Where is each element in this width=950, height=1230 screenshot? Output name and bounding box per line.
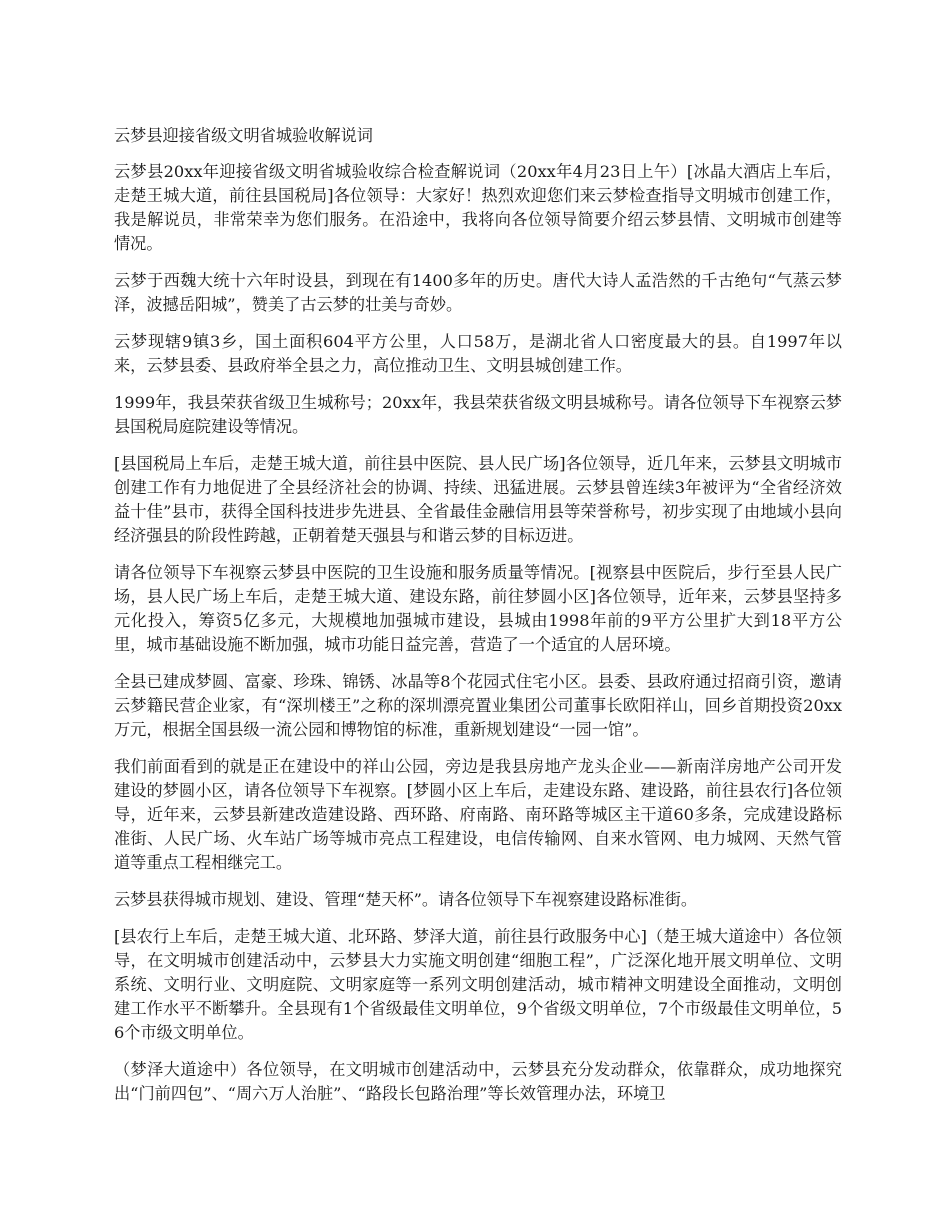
paragraph-8: 我们前面看到的就是正在建设中的祥山公园，旁边是我县房地产龙头企业——新南洋房地产公司开发建设的梦圆小区，请各位领导下车视察。[梦圆小区上车后，走建设东路、建设路，前往县农行]各位领导，近年来，云梦县新建改造建设路、西环路、府南路、南环路等城区主干道60多条，完成建设路标准街、人民广场、火车站广场等城市亮点工程建设，电信传输网、自来水管网、电力城网、天然气管道等重点工程相继完工。 <box>114 757 842 872</box>
document-title: 云梦县迎接省级文明省城验收解说词 <box>114 126 373 145</box>
paragraph-11: （梦泽大道途中）各位领导，在文明城市创建活动中，云梦县充分发动群众，依靠群众，成功地探究出“门前四包”、“周六万人治脏”、“路段长包路治理”等长效管理办法，环境卫 <box>114 1060 842 1103</box>
paragraph-10: [县农行上车后，走楚王城大道、北环路、梦泽大道，前往县行政服务中心]（楚王城大道途中）各位领导，在文明城市创建活动中，云梦县大力实施文明创建“细胞工程”，广泛深化地开展文明单位、文明系统、文明行业、文明庭院、文明家庭等一系列文明创建活动，城市精神文明建设全面推动，文明创建工作水平不断攀升。全县现有1个省级最佳文明单位，9个省级文明单位，7个市级最佳文明单位，56个市级文明单位。 <box>114 927 842 1042</box>
paragraph-2: 云梦于西魏大统十六年时设县，到现在有1400多年的历史。唐代大诗人孟浩然的千古绝句“气蒸云梦泽，波撼岳阳城”，赞美了古云梦的壮美与奇妙。 <box>114 271 842 314</box>
paragraph-7: 全县已建成梦圆、富豪、珍珠、锦锈、冰晶等8个花园式住宅小区。县委、县政府通过招商引资，邀请云梦籍民营企业家，有“深圳楼王”之称的深圳漂亮置业集团公司董事长欧阳祥山，回乡首期投资20xx万元，根据全国县级一流公园和博物馆的标准，重新规划建设“一园一馆”。 <box>114 672 842 739</box>
paragraph-5: [县国税局上车后，走楚王城大道，前往县中医院、县人民广场]各位领导，近几年来，云梦县文明城市创建工作有力地促进了全县经济社会的协调、持续、迅猛进展。云梦县曾连续3年被评为“全省经济效益十佳”县市，获得全国科技进步先进县、全省最佳金融信用县等荣誉称号，初步实现了由地域小县向经济强县的阶段性跨越，正朝着楚天强县与和谐云梦的目标迈进。 <box>114 454 842 545</box>
paragraph-4: 1999年，我县荣获省级卫生城称号；20xx年，我县荣获省级文明县城称号。请各位领导下车视察云梦县国税局庭院建设等情况。 <box>114 393 842 436</box>
paragraph-3: 云梦现辖9镇3乡，国土面积604平方公里，人口58万，是湖北省人口密度最大的县。自1997年以来，云梦县委、县政府举全县之力，高位推动卫生、文明县城创建工作。 <box>114 332 842 375</box>
paragraph-6: 请各位领导下车视察云梦县中医院的卫生设施和服务质量等情况。[视察县中医院后，步行至县人民广场，县人民广场上车后，走楚王城大道、建设东路，前往梦圆小区]各位领导，近年来，云梦县坚持多元化投入，筹资5亿多元，大规模地加强城市建设，县城由1998年前的9平方公里扩大到18平方公里，城市基础设施不断加强，城市功能日益完善，营造了一个适宜的人居环境。 <box>114 563 842 654</box>
paragraph-9: 云梦县获得城市规划、建设、管理“楚天杯”。请各位领导下车视察建设路标准街。 <box>114 890 698 909</box>
document-page <box>114 124 842 1119</box>
paragraph-1: 云梦县20xx年迎接省级文明省城验收综合检查解说词（20xx年4月23日上午）[冰晶大酒店上车后，走楚王城大道，前往县国税局]各位领导：大家好！热烈欢迎您们来云梦检查指导文明城市创建工作，我是解说员，非常荣幸为您们服务。在沿途中，我将向各位领导简要介绍云梦县情、文明城市创建等情况。 <box>114 162 842 253</box>
